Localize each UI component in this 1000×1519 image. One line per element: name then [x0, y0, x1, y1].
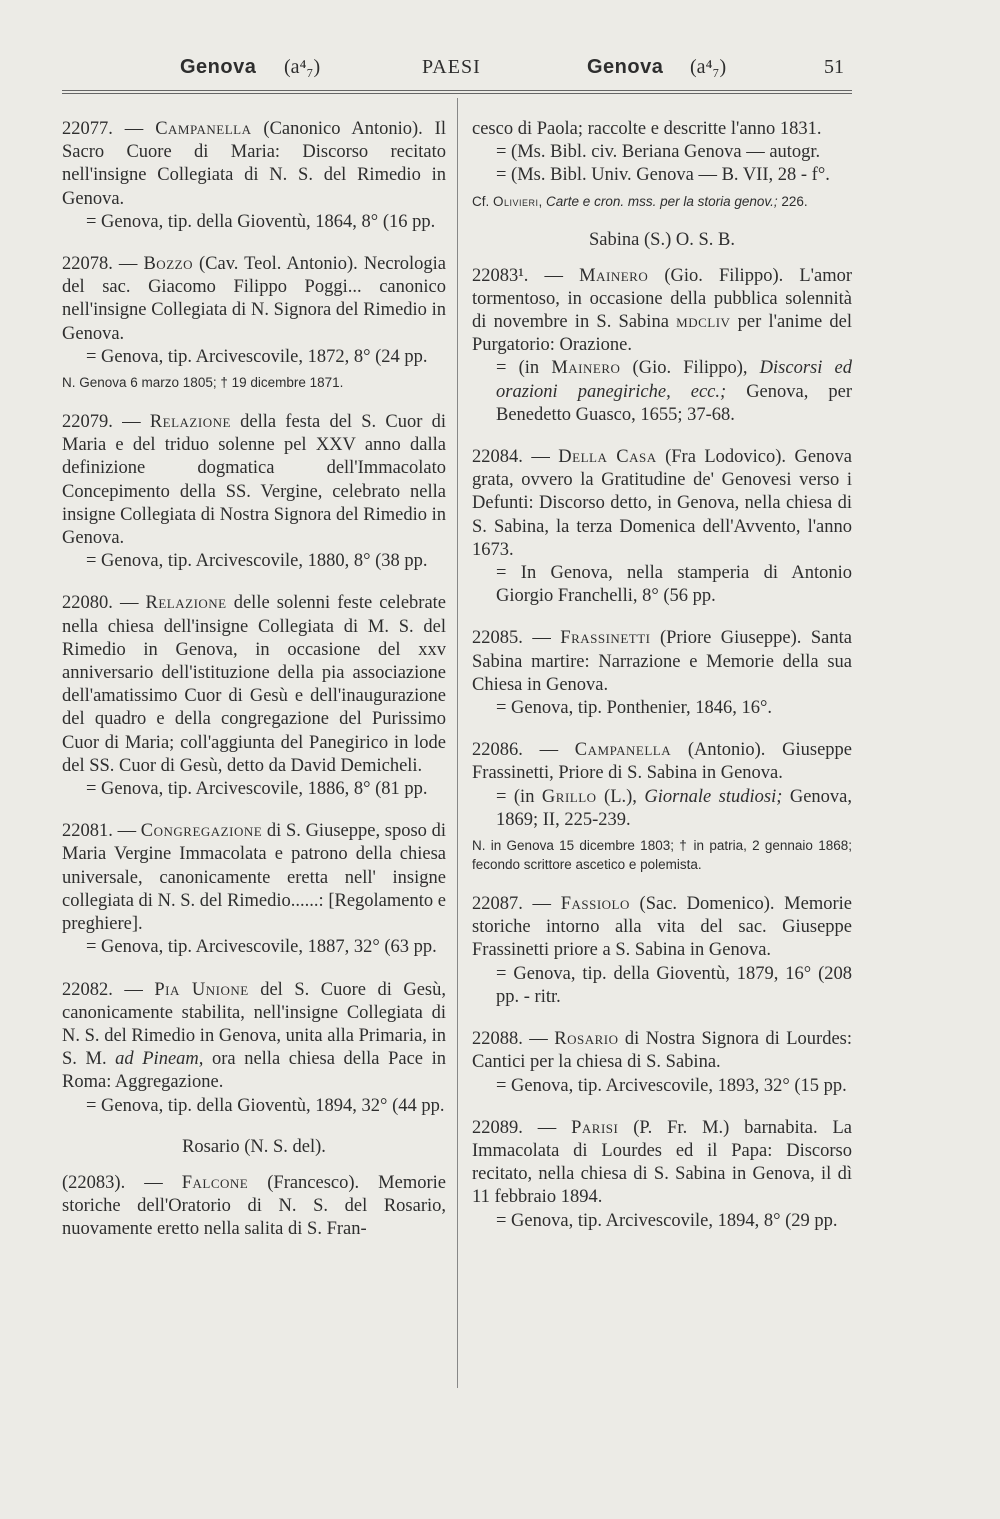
- entry-22081: [62, 820, 446, 959]
- entry-title: delle solenni feste celebrate nella chiesa dell'insigne Collegiata di M. S. del Rimedio in Genova, in occasione del xxv anniversario dell'istituzione della pia associazione dell'amatissimo Cuor di Gesù e dell'inaugurazione del quadro e della congregazione del Purissimo Cuor di Maria; coll'aggiunta del Panegirico in lode del SS. Cuor di Gesù, detto da David Demicheli.: [62, 593, 447, 776]
- entry-author: Fassiolo: [560, 894, 630, 915]
- imprint-title: Giornale studiosi;: [644, 786, 783, 807]
- note-pages: 226.: [777, 193, 808, 209]
- entry-title: (Canonico Antonio). Il Sacro Cuore di Maria: Discorso recitato nell'insigne Collegiata di N. S. del Rimedio in Genova.: [62, 119, 446, 209]
- entry-title-cont: ora nella chiesa della Pace in Roma: Aggregazione.: [62, 1049, 446, 1093]
- entry-imprint: = Genova, tip. Arcivescovile, 1894, 8° (29 pp.: [496, 1210, 838, 1231]
- imprint-author-name: (Gio. Filippo),: [620, 358, 760, 379]
- entry-dash: —: [125, 1172, 182, 1193]
- entry-number: 22088.: [472, 1029, 523, 1050]
- entry-title: (Antonio). Giuseppe Frassinetti, Priore di S. Sabina in Genova.: [472, 740, 852, 784]
- imprint-publisher: Genova, per Benedetto Guasco, 1655; 37-68.: [496, 381, 852, 425]
- entry-dash: —: [522, 628, 561, 649]
- entry-imprint: = Genova, tip. Arcivescovile, 1880, 8° (38 pp.: [86, 551, 428, 572]
- imprint-prefix: = (in: [496, 786, 542, 807]
- entry-imprint: = Genova, tip. Arcivescovile, 1872, 8° (24 pp.: [86, 346, 428, 367]
- entry-author: Frassinetti: [560, 628, 651, 649]
- entry-imprint: = In Genova, nella stamperia di Antonio Giorgio Franchelli, 8° (56 pp.: [496, 563, 852, 607]
- entry-title: di S. Giuseppe, sposo di Maria Vergine Immacolata e patrono della chiesa universale, canonicamente eretta nell' insigne collegiata di N. S. del Rimedio......: [Regolamento e preghiere].: [62, 821, 447, 935]
- entry-imprint: = Genova, tip. della Gioventù, 1879, 16° (208 pp. - ritr.: [496, 963, 852, 1007]
- column-divider: [457, 98, 458, 1388]
- entry-imprint: = Genova, tip. della Gioventù, 1894, 32° (44 pp.: [86, 1095, 445, 1116]
- running-header: [62, 56, 852, 88]
- right-column: [472, 118, 852, 1252]
- entry-22079: [62, 411, 446, 573]
- entry-author: Rosario: [554, 1029, 619, 1050]
- entry-dash: —: [522, 1117, 572, 1138]
- entry-number: 22087.: [472, 894, 523, 915]
- entry-roman-date: mdcliv: [676, 312, 731, 333]
- entry-author: Falcone: [181, 1172, 249, 1193]
- left-column: [62, 118, 446, 1260]
- entry-title: (Sac. Domenico). Memorie storiche intorno alla vita del sac. Giuseppe Frassinetti priore a S. Sabina in Genova.: [472, 894, 852, 961]
- entry-author: Mainero: [579, 265, 649, 286]
- note-title: Carte e cron. mss. per la storia genov.;: [546, 193, 778, 209]
- entry-number: 22079.: [62, 412, 113, 433]
- entry-author: Campanella: [155, 119, 252, 139]
- section-heading-rosario: Rosario (N. S. del).: [182, 1136, 326, 1157]
- imprint-prefix: = (in: [496, 358, 552, 379]
- entry-title: (Cav. Teol. Antonio). Necrologia del sac. Giacomo Filippo Poggi... canonico nell'insigne Collegiata di N. Signora del Rimedio in Genova.: [62, 254, 447, 344]
- entry-imprint: = Genova, tip. Ponthenier, 1846, 16°.: [496, 698, 773, 719]
- entry-22086: [472, 739, 852, 874]
- entry-number: 22085.: [472, 628, 523, 649]
- entry-number: 22089.: [472, 1117, 523, 1138]
- entry-22077: [62, 118, 446, 234]
- entry-number: 22084.: [472, 447, 523, 468]
- entry-imprint: = Genova, tip. della Gioventù, 1864, 8° (16 pp.: [86, 211, 436, 232]
- header-left-title: Genova: [180, 56, 257, 78]
- entry-title: del S. Cuore di Gesù, canonicamente stabilita, nell'insigne Collegiata di N. S. del Rimedio in Genova, unita alla Primaria, in S. M.: [62, 979, 446, 1070]
- page-number: 51: [824, 56, 844, 78]
- entry-imprint: = Genova, tip. Arcivescovile, 1887, 32° (63 pp.: [86, 937, 437, 958]
- entry-22089: [472, 1117, 852, 1233]
- entry-number: (22083).: [62, 1172, 126, 1193]
- entry-dash: —: [112, 979, 155, 1000]
- header-center-title: PAESI: [422, 56, 481, 78]
- entry-dash: —: [522, 1029, 555, 1050]
- entry-author: Bozzo: [143, 254, 193, 275]
- entry-title: della festa del S. Cuor di Maria e del triduo solenne pel XXV anno dalla definizione dogmatica dell'Immacolato Concepimento della SS. Vergine, celebrato nella insigne Collegiata di Nostra Signora del Rimedio in Genova.: [62, 412, 447, 549]
- entry-dash: —: [522, 447, 559, 468]
- entry-note: N. in Genova 15 dicembre 1803; † in patria, 2 gennaio 1868; fecondo scrittore ascetico e polemista.: [472, 838, 852, 873]
- entry-author: Parisi: [571, 1117, 619, 1138]
- imprint-title: Discorsi ed orazioni panegiriche, ecc.;: [496, 358, 852, 402]
- entry-22083-continued: [472, 118, 852, 211]
- entry-22088: [472, 1028, 852, 1098]
- note-prefix: Cf.: [472, 193, 494, 209]
- entry-author: Pia Unione: [154, 979, 249, 1000]
- imprint-author: Mainero: [551, 358, 621, 379]
- header-rule-top: [62, 90, 852, 91]
- entry-title: (Fra Lodovico). Genova grata, ovvero la Gratitudine de' Genovesi verso i Defunti: Discorso detto, in Genova, nella chiesa di S. Sabina, la terza Domenica dell'Avvento, l'anno 1673.: [472, 447, 853, 560]
- entry-dash: —: [112, 119, 156, 139]
- entry-imprint-2: = (Ms. Bibl. Univ. Genova — B. VII, 28 - f°.: [496, 165, 830, 186]
- note-sep: ,: [538, 193, 547, 209]
- header-right-title: Genova: [587, 56, 664, 78]
- entry-dash: —: [112, 593, 146, 614]
- entry-number: 22083¹.: [472, 265, 529, 286]
- section-heading-sabina: Sabina (S.) O. S. B.: [589, 229, 735, 250]
- entry-imprint: [472, 357, 852, 427]
- entry-author: Relazione: [149, 412, 231, 433]
- entry-title: di Nostra Signora di Lourdes: Cantici per la chiesa di S. Sabina.: [472, 1029, 853, 1073]
- entry-imprint: = Genova, tip. Arcivescovile, 1886, 8° (81 pp.: [86, 779, 428, 800]
- entry-note: N. Genova 6 marzo 1805; † 19 dicembre 1871.: [62, 375, 344, 391]
- entry-22082: [62, 979, 446, 1118]
- entry-title-italic: ad Pineam,: [115, 1049, 204, 1070]
- entry-author: Della Casa: [558, 447, 657, 468]
- entry-note: [472, 192, 852, 211]
- entry-title: (Francesco). Memorie storiche dell'Oratorio di N. S. del Rosario, nuovamente eretto nella salita di S. Fran-: [62, 1172, 446, 1240]
- header-right-subtitle: (a⁴₇): [690, 56, 727, 78]
- entry-number: 22081.: [62, 821, 113, 842]
- entry-number: 22080.: [62, 593, 113, 614]
- entry-22083-1: [472, 265, 852, 427]
- entry-number: 22082.: [62, 979, 113, 1000]
- entry-22080: [62, 592, 446, 801]
- entry-title: (Priore Giuseppe). Santa Sabina martire: Narrazione e Memorie della sua Chiesa in Genova.: [472, 628, 852, 695]
- entry-author: Congregazione: [140, 821, 263, 842]
- entry-22085: [472, 627, 852, 720]
- entry-title-cont: per l'anime del Purgatorio: Orazione.: [472, 312, 852, 356]
- imprint-publisher: Genova, 1869; II, 225-239.: [496, 786, 852, 830]
- note-author: Olivieri: [493, 193, 539, 209]
- entry-22087: [472, 893, 852, 1009]
- header-left-subtitle: (a⁴₇): [284, 56, 321, 78]
- entry-dash: —: [522, 740, 575, 761]
- entry-title-cont: cesco di Paola; raccolte e descritte l'anno 1831.: [472, 119, 822, 139]
- entry-dash: —: [112, 821, 141, 842]
- entry-dash: —: [112, 254, 144, 275]
- imprint-author: Grillo: [541, 786, 597, 807]
- entry-imprint: [472, 786, 852, 832]
- entry-dash: —: [528, 265, 580, 286]
- entry-number: 22086.: [472, 740, 523, 761]
- entry-imprint: = (Ms. Bibl. civ. Beriana Genova — autogr.: [496, 142, 821, 163]
- entry-22078: [62, 253, 446, 392]
- header-rule-bottom: [62, 93, 852, 94]
- entry-22084: [472, 446, 852, 608]
- imprint-author-name: (L.),: [596, 786, 645, 807]
- entry-author: Campanella: [574, 740, 672, 761]
- entry-imprint: = Genova, tip. Arcivescovile, 1893, 32° (15 pp.: [496, 1075, 847, 1096]
- entry-dash: —: [112, 412, 150, 433]
- entry-number: 22078.: [62, 254, 113, 275]
- entry-number: 22077.: [62, 119, 113, 139]
- entry-author: Relazione: [145, 593, 227, 614]
- entry-title: (P. Fr. M.) barnabita. La Immacolata di Lourdes ed il Papa: Discorso recitato, nella chiesa di S. Sabina in Genova, il dì 11 febbraio 1894.: [472, 1117, 853, 1208]
- entry-dash: —: [522, 894, 561, 915]
- entry-22083: [62, 1172, 446, 1242]
- entry-title: (Gio. Filippo). L'amor tormentoso, in occasione della pubblica solennità di novembre in S. Sabina: [472, 265, 852, 333]
